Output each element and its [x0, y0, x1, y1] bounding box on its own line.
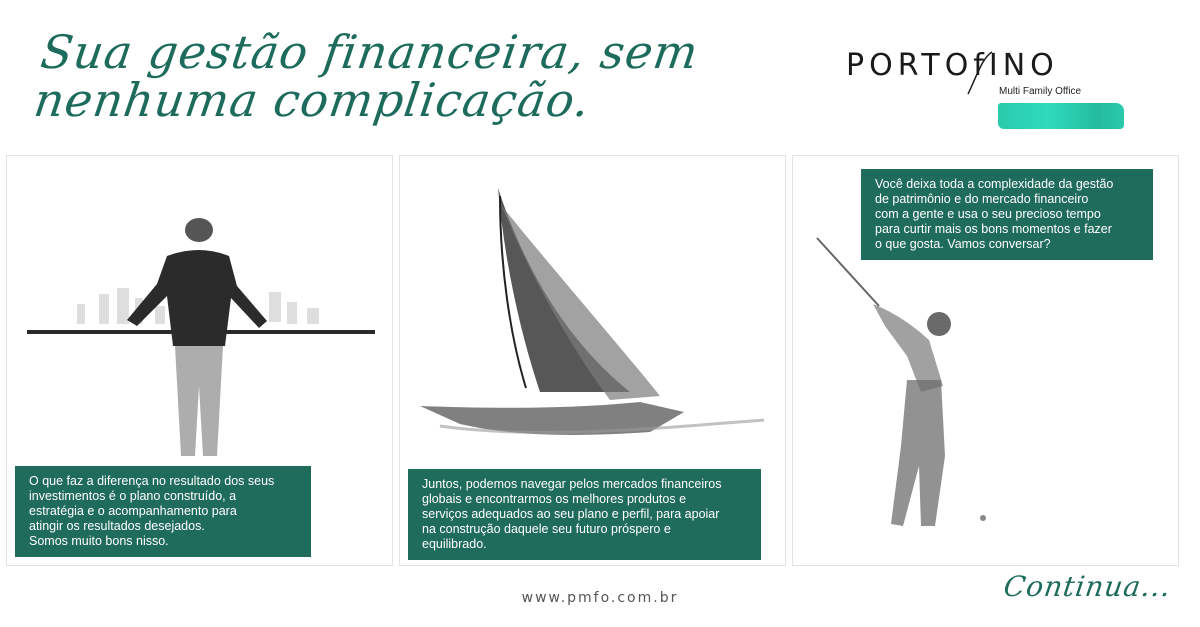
panel-time — [792, 155, 1179, 566]
headline — [30, 25, 764, 127]
logo-swash-icon — [946, 48, 1006, 98]
logo-subtitle: Multi Family Office — [999, 86, 1082, 97]
caption-line: Somos muito bons nisso. — [29, 534, 169, 548]
caption-line: para curtir mais os bons momentos e fazer — [875, 222, 1112, 236]
caption-line: de patrimônio e do mercado financeiro — [875, 192, 1089, 206]
caption-line: com a gente e usa o seu precioso tempo — [875, 207, 1101, 221]
caption-line: Você deixa toda a complexidade da gestão — [875, 177, 1114, 191]
caption-line: o que gosta. Vamos conversar? — [875, 237, 1051, 251]
portofino-logo[interactable] — [846, 48, 1126, 138]
logo-brush-stroke — [998, 103, 1124, 129]
logo-wordmark: PORTOfINO — [846, 48, 1059, 83]
caption-line: investimentos é o plano construído, a — [29, 489, 237, 503]
continue-link[interactable]: Continua... — [1001, 570, 1174, 603]
website-link[interactable]: www.pmfo.com.br — [521, 590, 679, 606]
caption-planning — [15, 466, 311, 557]
caption-line: atingir os resultados desejados. — [29, 519, 205, 533]
caption-line: O que faz a diferença no resultado dos seus — [29, 474, 275, 488]
caption-line: Juntos, podemos navegar pelos mercados financeiros — [422, 477, 722, 491]
headline-line-2: nenhuma complicação. — [30, 73, 594, 127]
panel-planning — [6, 155, 393, 566]
caption-time — [861, 169, 1153, 260]
panel-markets — [399, 155, 786, 566]
caption-line: globais e encontrarmos os melhores produtos e — [422, 492, 687, 506]
caption-line: na construção daquele seu futuro próspero e — [422, 522, 671, 536]
caption-markets — [408, 469, 761, 560]
headline-line-1: Sua gestão financeira, sem — [37, 25, 703, 79]
caption-line: serviços adequados ao seu plano e perfil, para apoiar — [422, 507, 720, 521]
caption-line: equilibrado. — [422, 537, 487, 551]
caption-line: estratégia e o acompanhamento para — [29, 504, 237, 518]
